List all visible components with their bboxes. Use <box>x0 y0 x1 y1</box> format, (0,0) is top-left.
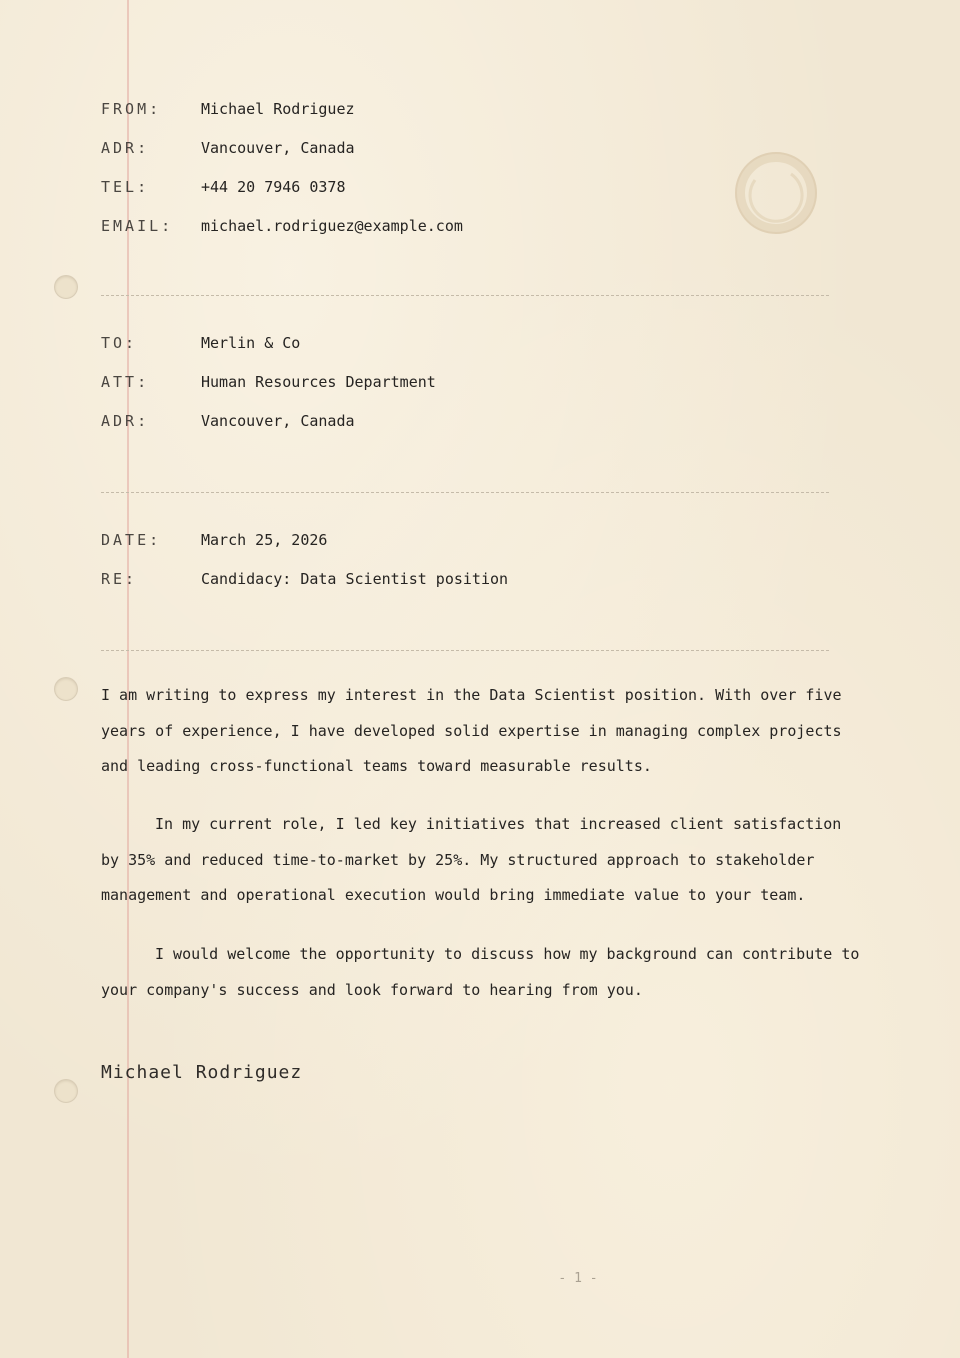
attention-row <box>101 362 436 401</box>
sender-address-row <box>101 128 463 167</box>
recipient-block <box>101 323 436 440</box>
subject-row <box>101 559 508 598</box>
sender-address-label: ADR: <box>101 138 150 157</box>
body-paragraph-1 <box>101 678 861 785</box>
divider-sender <box>101 295 829 296</box>
body-paragraph-3 <box>101 937 861 1008</box>
email-row <box>101 206 463 245</box>
body-paragraph-2 <box>101 807 861 914</box>
divider-recipient <box>101 492 829 493</box>
paragraph-text: I would welcome the opportunity to discuss how my background can contribute to your company's success and look forward to hearing from you. <box>101 945 860 999</box>
from-label: FROM: <box>101 99 162 118</box>
meta-block <box>101 520 508 598</box>
recipient-address-row <box>101 401 436 440</box>
paragraph-text: I am writing to express my interest in the Data Scientist position. With over five years of experience, I have developed solid expertise in managing complex projects and leading cross-functional teams toward measurable results. <box>101 686 842 775</box>
recipient-address-value: Vancouver, Canada <box>201 411 355 430</box>
subject-label: RE: <box>101 569 138 588</box>
phone-value: +44 20 7946 0378 <box>201 177 346 196</box>
attention-label: ATT: <box>101 372 150 391</box>
signature: Michael Rodriguez <box>101 1062 303 1083</box>
from-row <box>101 89 463 128</box>
email-label: EMAIL: <box>101 216 174 235</box>
coffee-stain-icon <box>733 150 819 236</box>
paragraph-text: In my current role, I led key initiatives that increased client satisfaction by 35% and reduced time-to-market by 25%. My structured approach to stakeholder management and operational execution would bring immediate value to your team. <box>101 815 842 904</box>
to-value: Merlin & Co <box>201 333 301 352</box>
page-number: - 1 - <box>558 1271 598 1286</box>
date-label: DATE: <box>101 530 162 549</box>
to-row <box>101 323 436 362</box>
sender-address-value: Vancouver, Canada <box>201 138 355 157</box>
phone-row <box>101 167 463 206</box>
from-value: Michael Rodriguez <box>201 99 355 118</box>
subject-value: Candidacy: Data Scientist position <box>201 569 509 588</box>
to-label: TO: <box>101 333 138 352</box>
date-value: March 25, 2026 <box>201 530 328 549</box>
attention-value: Human Resources Department <box>201 372 436 391</box>
punch-hole-middle <box>54 677 78 701</box>
email-value: michael.rodriguez@example.com <box>201 216 463 235</box>
divider-meta <box>101 650 829 651</box>
phone-label: TEL: <box>101 177 150 196</box>
punch-hole-top <box>54 275 78 299</box>
date-row <box>101 520 508 559</box>
punch-hole-bottom <box>54 1079 78 1103</box>
recipient-address-label: ADR: <box>101 411 150 430</box>
sender-block <box>101 89 463 245</box>
